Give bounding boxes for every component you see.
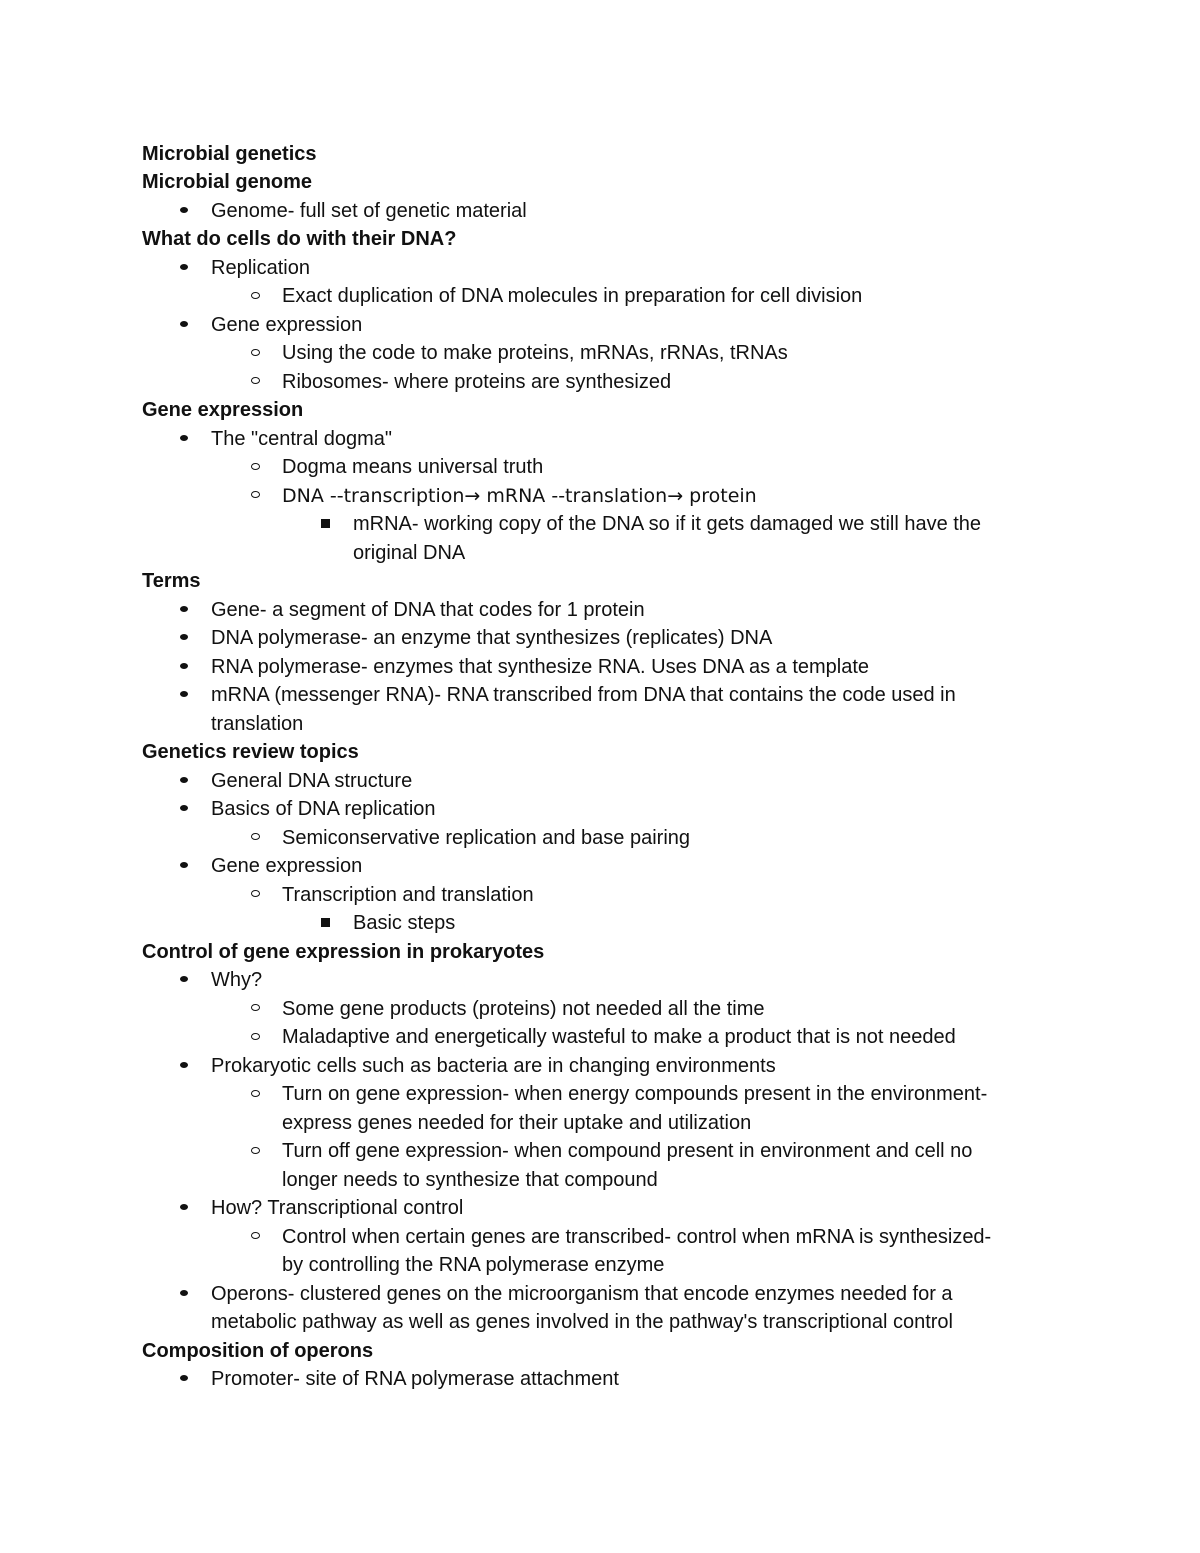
bullet-disc-icon (176, 197, 192, 226)
list-item (142, 254, 1062, 283)
list-item (142, 1052, 1062, 1081)
list-item (142, 1023, 1062, 1052)
list-item (142, 368, 1062, 397)
list-item (142, 795, 1062, 824)
bullet-disc-icon (176, 966, 192, 995)
list-item (142, 596, 1062, 625)
list-item (142, 995, 1062, 1024)
bullet-circle-icon (247, 1023, 263, 1052)
list-item-text: mRNA- working copy of the DNA so if it gets damaged we still have the (353, 513, 982, 535)
heading-terms: Terms (142, 570, 201, 592)
bullet-circle-icon (247, 1080, 263, 1109)
bullet-disc-icon (176, 681, 192, 710)
bullet-circle-icon (247, 1137, 263, 1166)
list-item-continuation: metabolic pathway as well as genes involved in the pathway's transcriptional control (211, 1311, 953, 1333)
list-item (142, 1194, 1062, 1223)
list-item (142, 824, 1062, 853)
bullet-circle-icon (247, 282, 263, 311)
list-item (142, 339, 1062, 368)
list-item-text: DNA --transcription→ mRNA --translation→ protein (282, 484, 757, 507)
bullet-disc-icon (176, 1280, 192, 1309)
bullet-disc-icon (176, 596, 192, 625)
heading-microbial-genome: Microbial genome (142, 171, 313, 193)
list-item-text: RNA polymerase- enzymes that synthesize RNA. Uses DNA as a template (211, 655, 870, 678)
list-item (142, 197, 1062, 226)
list-item-continuation: translation (211, 712, 304, 735)
list-item (142, 1280, 1062, 1309)
list-item (142, 966, 1062, 995)
heading-cells-dna: What do cells do with their DNA? (142, 228, 457, 250)
bullet-square-icon (317, 909, 333, 938)
list-item (142, 1137, 1062, 1166)
bullet-disc-icon (176, 1194, 192, 1223)
bullet-disc-icon (176, 254, 192, 283)
bullet-disc-icon (176, 311, 192, 340)
bullet-circle-icon (247, 482, 263, 511)
bullet-circle-icon (247, 995, 263, 1024)
list-item-text: Genome- full set of genetic material (211, 199, 527, 222)
list-item-text: Dogma means universal truth (282, 456, 544, 478)
list-item (142, 1223, 1062, 1252)
heading-composition-operons: Composition of operons (142, 1339, 374, 1362)
list-item-text: Basics of DNA replication (211, 798, 436, 820)
list-item-text: Why? (211, 969, 263, 991)
list-item-text: The "central dogma" (211, 427, 392, 450)
list-item (142, 311, 1062, 340)
list-item (142, 482, 1062, 511)
list-item (142, 1365, 1062, 1394)
bullet-disc-icon (176, 1365, 192, 1394)
list-item-text: General DNA structure (211, 769, 413, 792)
list-item-text: Ribosomes- where proteins are synthesized (282, 370, 672, 393)
list-item-text: Gene expression (211, 313, 363, 336)
list-item (142, 852, 1062, 881)
list-item (142, 881, 1062, 910)
bullet-circle-icon (247, 368, 263, 397)
list-item-text: Control when certain genes are transcribed- control when mRNA is synthesized- (282, 1225, 992, 1248)
bullet-disc-icon (176, 425, 192, 454)
bullet-circle-icon (247, 1223, 263, 1252)
list-item (142, 653, 1062, 682)
list-item-text: Replication (211, 256, 310, 279)
bullet-disc-icon (176, 767, 192, 796)
list-item (142, 282, 1062, 311)
heading-microbial-genetics: Microbial genetics (142, 142, 317, 165)
bullet-circle-icon (247, 824, 263, 853)
list-item-text: Operons- clustered genes on the microorganism that encode enzymes needed for a (211, 1282, 953, 1305)
list-item (142, 510, 1062, 539)
list-item-continuation: by controlling the RNA polymerase enzyme (282, 1254, 665, 1276)
list-item-text: Turn on gene expression- when energy compounds present in the environment- (282, 1083, 988, 1105)
list-item-continuation: express genes needed for their uptake and utilization (282, 1111, 752, 1134)
list-item-text: Maladaptive and energetically wasteful to make a product that is not needed (282, 1026, 956, 1048)
list-item-text: DNA polymerase- an enzyme that synthesizes (replicates) DNA (211, 627, 773, 649)
heading-gene-expression: Gene expression (142, 399, 304, 421)
list-item (142, 681, 1062, 710)
list-item-text: Gene- a segment of DNA that codes for 1 protein (211, 598, 645, 621)
list-item (142, 1080, 1062, 1109)
list-item-text: Prokaryotic cells such as bacteria are in changing environments (211, 1054, 776, 1077)
list-item-continuation: longer needs to synthesize that compound (282, 1168, 658, 1191)
heading-genetics-review: Genetics review topics (142, 741, 359, 763)
heading-control-gene-expression: Control of gene expression in prokaryotes (142, 940, 545, 963)
bullet-circle-icon (247, 881, 263, 910)
list-item-text: mRNA (messenger RNA)- RNA transcribed from DNA that contains the code used in (211, 684, 956, 706)
list-item (142, 425, 1062, 454)
list-item-text: Gene expression (211, 855, 363, 877)
bullet-disc-icon (176, 1052, 192, 1081)
list-item-text: Transcription and translation (282, 883, 534, 906)
bullet-disc-icon (176, 852, 192, 881)
list-item (142, 909, 1062, 938)
list-item-text: How? Transcriptional control (211, 1197, 464, 1219)
list-item (142, 624, 1062, 653)
bullet-disc-icon (176, 624, 192, 653)
list-item-text: Semiconservative replication and base pairing (282, 826, 691, 849)
list-item (142, 453, 1062, 482)
list-item-text: Basic steps (353, 912, 456, 934)
list-item (142, 767, 1062, 796)
bullet-disc-icon (176, 795, 192, 824)
list-item-text: Exact duplication of DNA molecules in preparation for cell division (282, 285, 863, 307)
bullet-square-icon (317, 510, 333, 539)
list-item-text: Turn off gene expression- when compound present in environment and cell no (282, 1140, 973, 1162)
list-item-continuation: original DNA (353, 541, 466, 564)
document-body (142, 140, 1062, 1394)
list-item-text: Some gene products (proteins) not needed all the time (282, 997, 765, 1020)
list-item-text: Promoter- site of RNA polymerase attachment (211, 1368, 619, 1390)
list-item-text: Using the code to make proteins, mRNAs, rRNAs, tRNAs (282, 342, 788, 364)
bullet-disc-icon (176, 653, 192, 682)
bullet-circle-icon (247, 339, 263, 368)
bullet-circle-icon (247, 453, 263, 482)
